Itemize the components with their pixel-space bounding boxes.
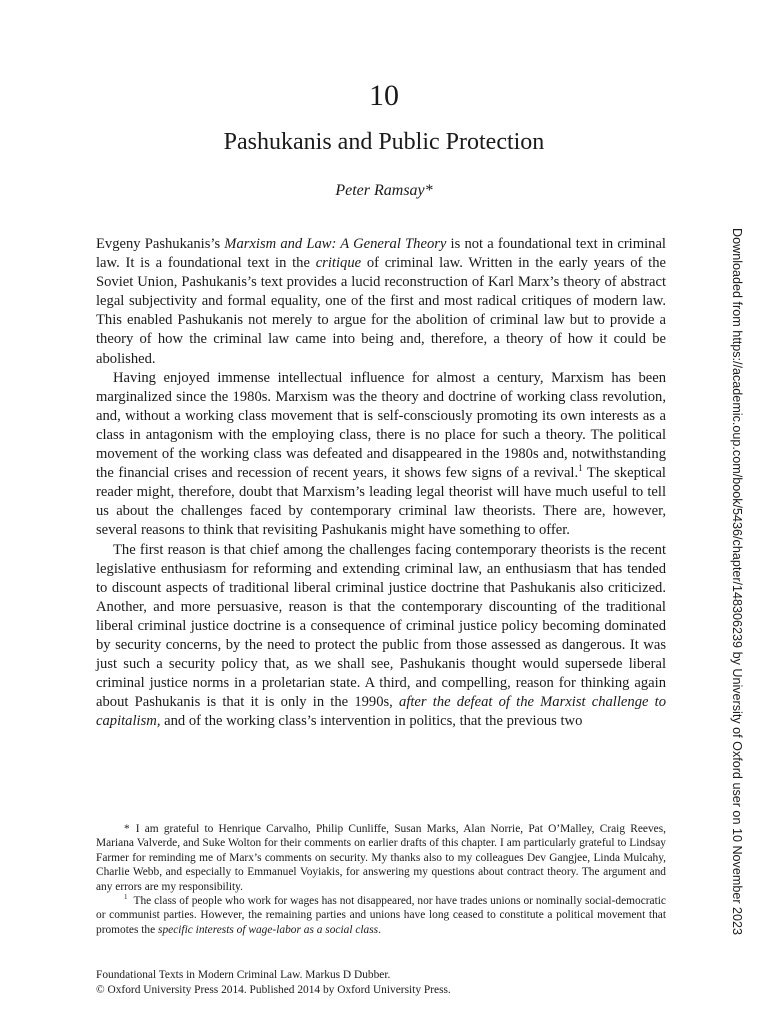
text-run: is not a foundational text in criminal law. It is a foundational text in the	[96, 236, 666, 272]
chapter-number: 10	[369, 79, 399, 112]
paragraph-3	[96, 541, 666, 732]
footnote-star	[96, 822, 666, 894]
emphasis-italic: specific interests of wage-labor as a social class	[158, 923, 379, 936]
text-run: , and of the working class’s intervention in politics, that the previous two	[156, 713, 583, 730]
footnote-text: I am grateful to Henrique Carvalho, Philip Cunliffe, Susan Marks, Alan Norrie, Pat O’Malley, Craig Reeves, Mariana Valverde, and Suke Wolton for their comments on earlier drafts of this chapter. I am particularly grateful to Lindsay Farmer for reminding me of Marx’s comments on security. My thanks also to my colleagues Dev Gangjee, Linda Mulcahy, Charlie Webb, and especially to Emmanuel Voyiakis, for answering my questions about contract theory. The argument and any errors are my responsibility.	[96, 823, 666, 893]
book-citation: Foundational Texts in Modern Criminal Law. Markus D Dubber.	[96, 969, 391, 981]
copyright-line: © Oxford University Press 2014. Published 2014 by Oxford University Press.	[96, 984, 451, 996]
text-run: of criminal law. Written in the early years of the Soviet Union, Pashukanis’s text provides a lucid reconstruction of Karl Marx’s theory of abstract legal subjectivity and formal equality, one of the first and most radical critiques of modern law. This enabled Pashukanis not merely to argue for the abolition of criminal law but to provide a theory of how the criminal law came into being and, therefore, a theory of how it could be abolished.	[96, 255, 666, 367]
chapter-title: Pashukanis and Public Protection	[223, 129, 545, 155]
book-title-italic: Marxism and Law: A General Theory	[224, 236, 447, 252]
book-info	[96, 968, 666, 998]
download-watermark: Downloaded from https://academic.oup.com/book/5436/chapter/148306239 by University of Oxford user on 10 November 2023	[730, 228, 744, 936]
emphasis-italic: critique	[315, 255, 362, 272]
chapter-author: Peter Ramsay*	[335, 182, 433, 199]
text-run: Evgeny Pashukanis’s	[96, 236, 225, 252]
paragraph-2	[96, 369, 666, 541]
footnote-mark: *	[124, 823, 130, 835]
footnotes	[96, 822, 666, 937]
body-text	[96, 235, 666, 731]
footnote-ref-1[interactable]: 1	[578, 463, 583, 474]
footnote-1: $^1$ The class of people who work for wages has not disappeared, nor have trades unions or nominally social-democratic or communist parties. However, the remaining parties and unions have long ceased to constitute a political movement that promotes the specific interests of wage-labor as a social class.	[96, 893, 666, 936]
paragraph-1	[96, 235, 666, 369]
emphasis-italic: after the defeat of the Marxist challenge to capitalism	[96, 694, 666, 730]
footnote-text: .	[378, 923, 381, 936]
text-run: Having enjoyed immense intellectual influence for almost a century, Marxism has been marginalized since the 1980s. Marxism was the theory and doctrine of working class revolution, and, without a working class movement that is self-consciously promoting its own interests as a class in antagonism with the employing class, there is no place for such a theory. The political movement of the working class was defeated and disappeared in the 1980s and, notwithstanding the financial crises and recession of recent years, it shows few signs of a revival.	[96, 369, 666, 482]
text-run: The first reason is that chief among the challenges facing contemporary theorists is the recent legislative enthusiasm for reforming and extending criminal law, an enthusiasm that has tended to discount aspects of traditional liberal criminal justice doctrine that Pashukanis also criticized. Another, and more persuasive, reason is that the contemporary discounting of the traditional liberal criminal justice doctrine is a consequence of criminal justice policy becoming dominated by security concerns, by the need to protect the public from those assessed as dangerous. It was just such a security policy that, as we shall see, Pashukanis thought would supersede liberal criminal justice norms in a proletarian state. A third, and compelling, reason for thinking again about Pashukanis is that it is only in the 1990s,	[96, 541, 666, 711]
footnote-text: The class of people who work for wages has not disappeared, nor have trades unions or nominally social-democratic or communist parties. However, the remaining parties and unions have long ceased to constitute a political movement that promotes the	[96, 895, 666, 936]
text-run: The skeptical reader might, therefore, doubt that Marxism’s leading legal theorist will have much useful to tell us about the challenges faced by contemporary criminal law theorists. There are, however, several reasons to think that revisiting Pashukanis might have something to offer.	[96, 465, 666, 539]
